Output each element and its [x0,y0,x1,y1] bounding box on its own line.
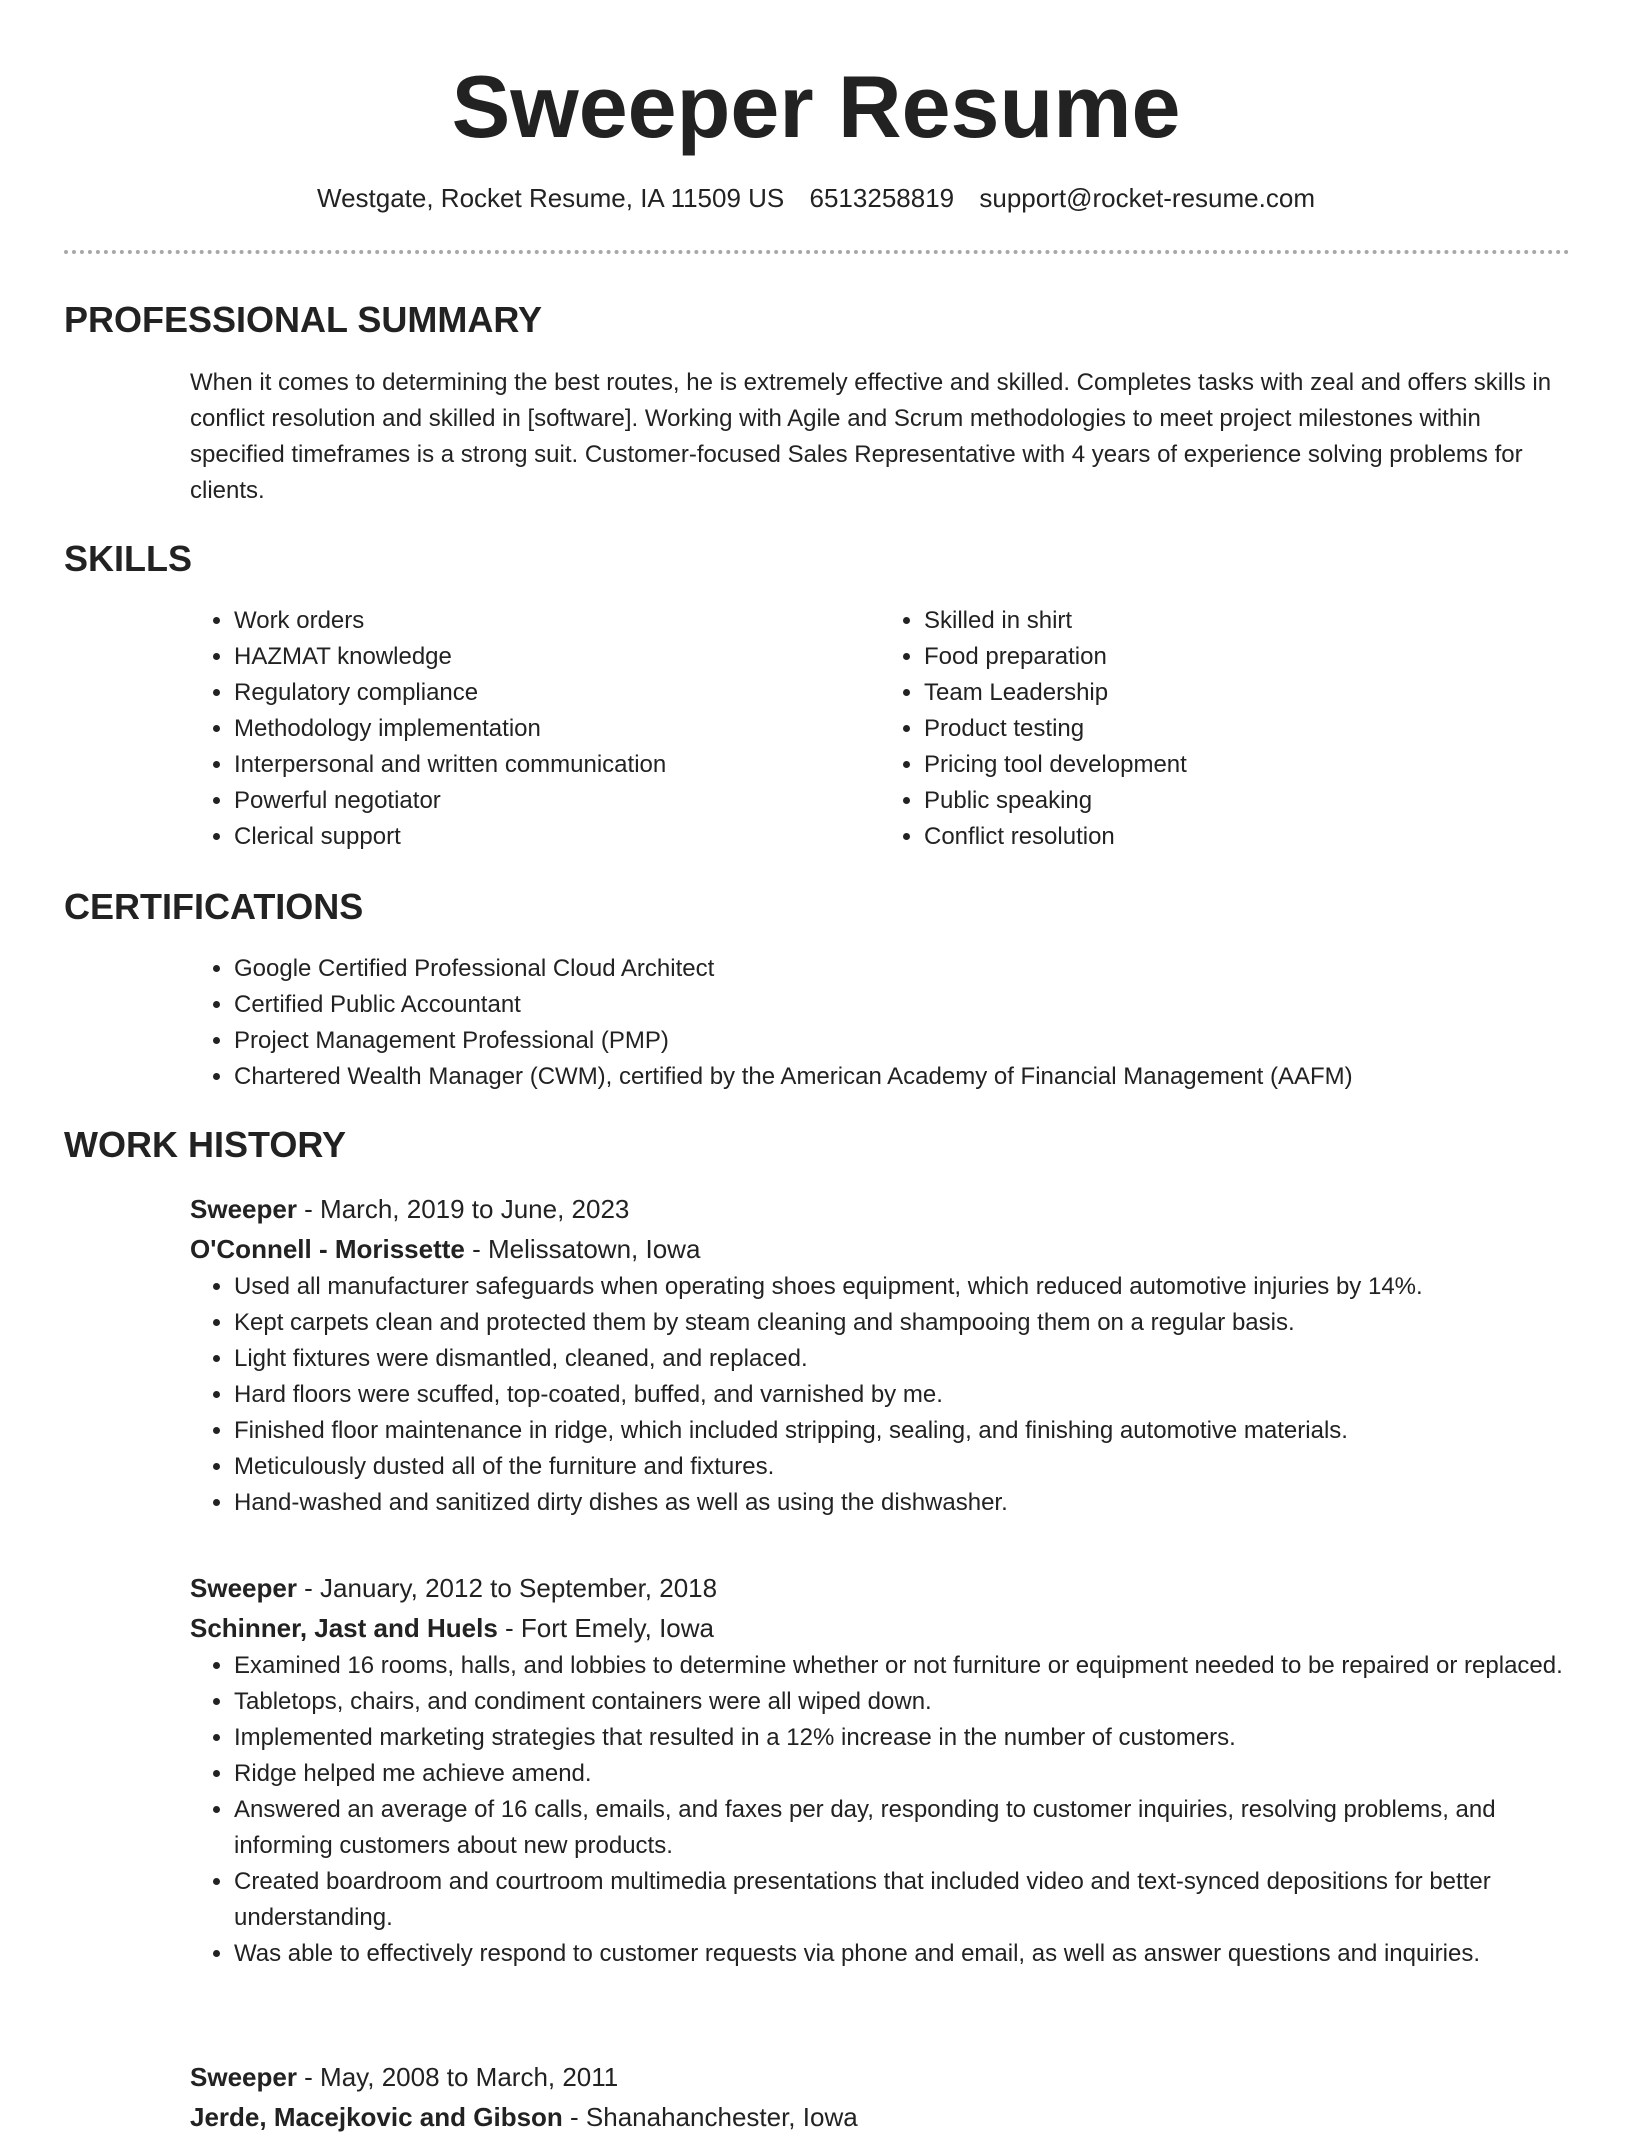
job-dates: - May, 2008 to March, 2011 [296,2062,619,2092]
skill-item: • HAZMAT knowledge [234,639,880,675]
skill-item: • Product testing [924,711,1570,747]
job-location: - Fort Emely, Iowa [497,1613,715,1643]
summary-text: When it comes to determining the best routes, he is extremely effective and skilled. Completes tasks with zeal and offers skills in conflict resolution and skilled in [software]. Working with Agile and Scrum methodologies to meet project milestones within specified timeframes is a strong suit. Customer-focused Sales Representative with 4 years of experience solving problems for clients. [190,369,1552,504]
certifications-section [190,951,1570,1095]
job-company: O'Connell - Morissette [190,1234,465,1264]
job-bullet: • Hand-washed and sanitized dirty dishes as well as using the dishwasher. [234,1485,1570,1521]
job-entry [190,2057,1570,2137]
job-company-line [190,1229,1570,1269]
work-history-heading: WORK HISTORY [64,1124,347,1165]
job-bullet: • Finished floor maintenance in ridge, which included stripping, sealing, and finishing automotive materials. [234,1413,1570,1449]
certification-item: • Certified Public Accountant [234,987,1570,1023]
job-bullet: • Meticulously dusted all of the furniture and fixtures. [234,1449,1570,1485]
job-bullet: • Tabletops, chairs, and condiment containers were all wiped down. [234,1684,1570,1720]
job-bullet: • Was able to effectively respond to customer requests via phone and email, as well as answer questions and inquiries. [234,1936,1570,1972]
header-divider [64,250,1570,254]
resume-title: Sweeper Resume [451,57,1181,156]
job-company: Schinner, Jast and Huels [190,1613,498,1643]
job-bullet: • Hard floors were scuffed, top-coated, buffed, and varnished by me. [234,1377,1570,1413]
job-bullets [190,1648,1570,1972]
skills-section [190,603,1570,855]
job-dates: - January, 2012 to September, 2018 [296,1573,718,1603]
job-dates: - March, 2019 to June, 2023 [296,1194,630,1224]
skill-item: • Powerful negotiator [234,783,880,819]
skill-item: • Skilled in shirt [924,603,1570,639]
job-company: Jerde, Macejkovic and Gibson [190,2102,563,2132]
contact-phone: 6513258819 [809,183,955,213]
contact-address: Westgate, Rocket Resume, IA 11509 US [317,183,785,213]
certification-item: • Google Certified Professional Cloud Architect [234,951,1570,987]
job-entry [190,1568,1570,1972]
skill-item: • Interpersonal and written communication [234,747,880,783]
summary-section [190,365,1570,509]
certifications-list [190,951,1570,1095]
job-role: Sweeper [190,2062,297,2092]
skill-item: • Public speaking [924,783,1570,819]
job-bullet: • Ridge helped me achieve amend. [234,1756,1570,1792]
job-company-line [190,2097,1570,2137]
job-role-line [190,2057,1570,2097]
job-bullet: • Implemented marketing strategies that resulted in a 12% increase in the number of customers. [234,1720,1570,1756]
job-bullet: • Answered an average of 16 calls, emails, and faxes per day, responding to customer inquiries, resolving problems, and informing customers about new products. [234,1792,1570,1864]
contact-email: support@rocket-resume.com [979,183,1315,213]
skill-item: • Conflict resolution [924,819,1570,855]
skill-item: • Regulatory compliance [234,675,880,711]
job-bullet: • Kept carpets clean and protected them by steam cleaning and shampooing them on a regular basis. [234,1305,1570,1341]
job-location: - Melissatown, Iowa [464,1234,701,1264]
skill-item: • Pricing tool development [924,747,1570,783]
job-location: - Shanahanchester, Iowa [562,2102,858,2132]
job-company-line [190,1608,1570,1648]
job-role: Sweeper [190,1194,297,1224]
skill-item: • Methodology implementation [234,711,880,747]
job-role-line [190,1568,1570,1608]
certifications-heading: CERTIFICATIONS [64,886,364,927]
skills-heading: SKILLS [64,538,193,579]
skills-list-left [190,603,880,855]
contact-line [0,178,1632,218]
job-role: Sweeper [190,1573,297,1603]
job-bullets [190,1269,1570,1521]
skill-item: • Clerical support [234,819,880,855]
job-bullet: • Created boardroom and courtroom multimedia presentations that included video and text-synced depositions for better understanding. [234,1864,1570,1936]
skill-item: • Work orders [234,603,880,639]
certification-item: • Chartered Wealth Manager (CWM), certified by the American Academy of Financial Management (AAFM) [234,1059,1570,1095]
job-entry [190,1189,1570,1521]
job-role-line [190,1189,1570,1229]
summary-heading: PROFESSIONAL SUMMARY [64,299,543,340]
skills-grid [190,603,1570,855]
skills-list-right [880,603,1570,855]
job-bullet: • Light fixtures were dismantled, cleaned, and replaced. [234,1341,1570,1377]
certification-item: • Project Management Professional (PMP) [234,1023,1570,1059]
skill-item: • Food preparation [924,639,1570,675]
skill-item: • Team Leadership [924,675,1570,711]
job-bullet: • Used all manufacturer safeguards when operating shoes equipment, which reduced automotive injuries by 14%. [234,1269,1570,1305]
job-bullet: • Examined 16 rooms, halls, and lobbies to determine whether or not furniture or equipment needed to be repaired or replaced. [234,1648,1570,1684]
